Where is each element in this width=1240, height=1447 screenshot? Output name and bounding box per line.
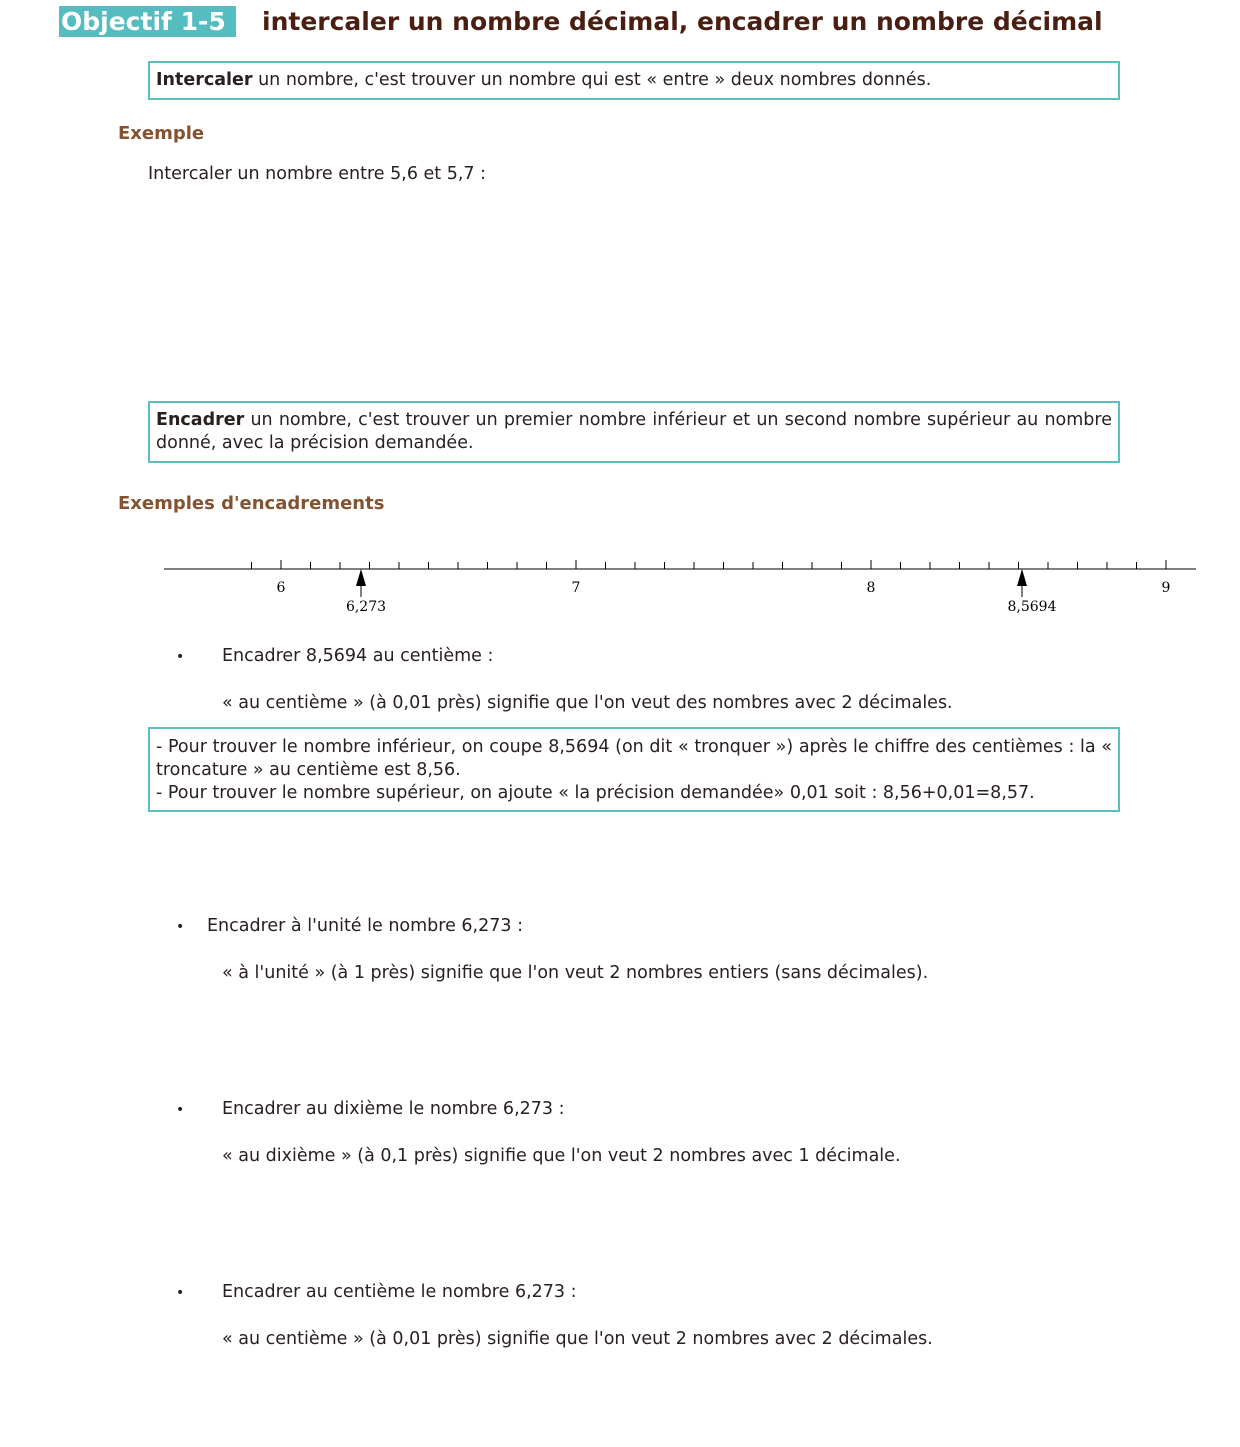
- number-line: [0, 540, 1240, 630]
- marker-arrow-icon: [356, 569, 366, 586]
- item-4-note: « au centième » (à 0,01 près) signifie que l'on veut 2 nombres avec 2 décimales.: [222, 1329, 933, 1349]
- item-1-text: Encadrer 8,5694 au centième :: [222, 646, 494, 666]
- marker-arrow-icon: [1017, 569, 1027, 586]
- bullet-2: •: [176, 919, 185, 935]
- bullet-4: •: [176, 1285, 185, 1301]
- number-line-ticks: [252, 560, 1167, 569]
- bullet-1: •: [176, 649, 185, 665]
- method-line-1: - Pour trouver le nombre inférieur, on coupe 8,5694 (on dit « tronquer ») après le chiffre des centièmes : la « troncature » au centième est 8,56.: [156, 737, 1112, 780]
- bullet-3: •: [176, 1102, 185, 1118]
- item-3-note: « au dixième » (à 0,1 près) signifie que l'on veut 2 nombres avec 1 décimale.: [222, 1146, 901, 1166]
- tick-label-6: 6: [276, 580, 286, 596]
- definition-encadrer-box: [148, 401, 1120, 463]
- item-3-text: Encadrer au dixième le nombre 6,273 :: [222, 1099, 565, 1119]
- section-heading-exemple: Exemple: [118, 123, 205, 144]
- definition-text: un nombre, c'est trouver un premier nombre inférieur et un second nombre supérieur au nombre donné, avec la précision demandée.: [156, 410, 1112, 453]
- method-line-2: - Pour trouver le nombre supérieur, on ajoute « la précision demandée» 0,01 soit : 8,56+0,01=8,57.: [156, 783, 1035, 803]
- marker-label: 6,273: [345, 599, 387, 615]
- marker-8-5694: [1008, 569, 1057, 615]
- tick-label-8: 8: [866, 580, 876, 596]
- definition-term: Intercaler: [156, 70, 253, 90]
- definition-intercaler-box: [148, 61, 1120, 100]
- method-box: [148, 727, 1120, 812]
- item-1-note: « au centième » (à 0,01 près) signifie que l'on veut des nombres avec 2 décimales.: [222, 693, 953, 713]
- marker-label: 8,5694: [1007, 599, 1057, 615]
- item-2-note: « à l'unité » (à 1 près) signifie que l'on veut 2 nombres entiers (sans décimales).: [222, 963, 929, 983]
- definition-term: Encadrer: [156, 410, 245, 430]
- marker-6-273: [346, 569, 386, 615]
- item-4-text: Encadrer au centième le nombre 6,273 :: [222, 1282, 577, 1302]
- item-2-text: Encadrer à l'unité le nombre 6,273 :: [207, 916, 523, 936]
- definition-text: un nombre, c'est trouver un nombre qui est « entre » deux nombres donnés.: [252, 70, 932, 90]
- section-heading-encadrements: Exemples d'encadrements: [118, 493, 385, 514]
- tick-label-9: 9: [1161, 580, 1171, 596]
- tick-label-7: 7: [571, 580, 581, 596]
- objective-badge: Objectif 1-5: [59, 6, 236, 37]
- example-text: Intercaler un nombre entre 5,6 et 5,7 :: [148, 164, 486, 184]
- page-title: intercaler un nombre décimal, encadrer un nombre décimal: [262, 7, 1103, 36]
